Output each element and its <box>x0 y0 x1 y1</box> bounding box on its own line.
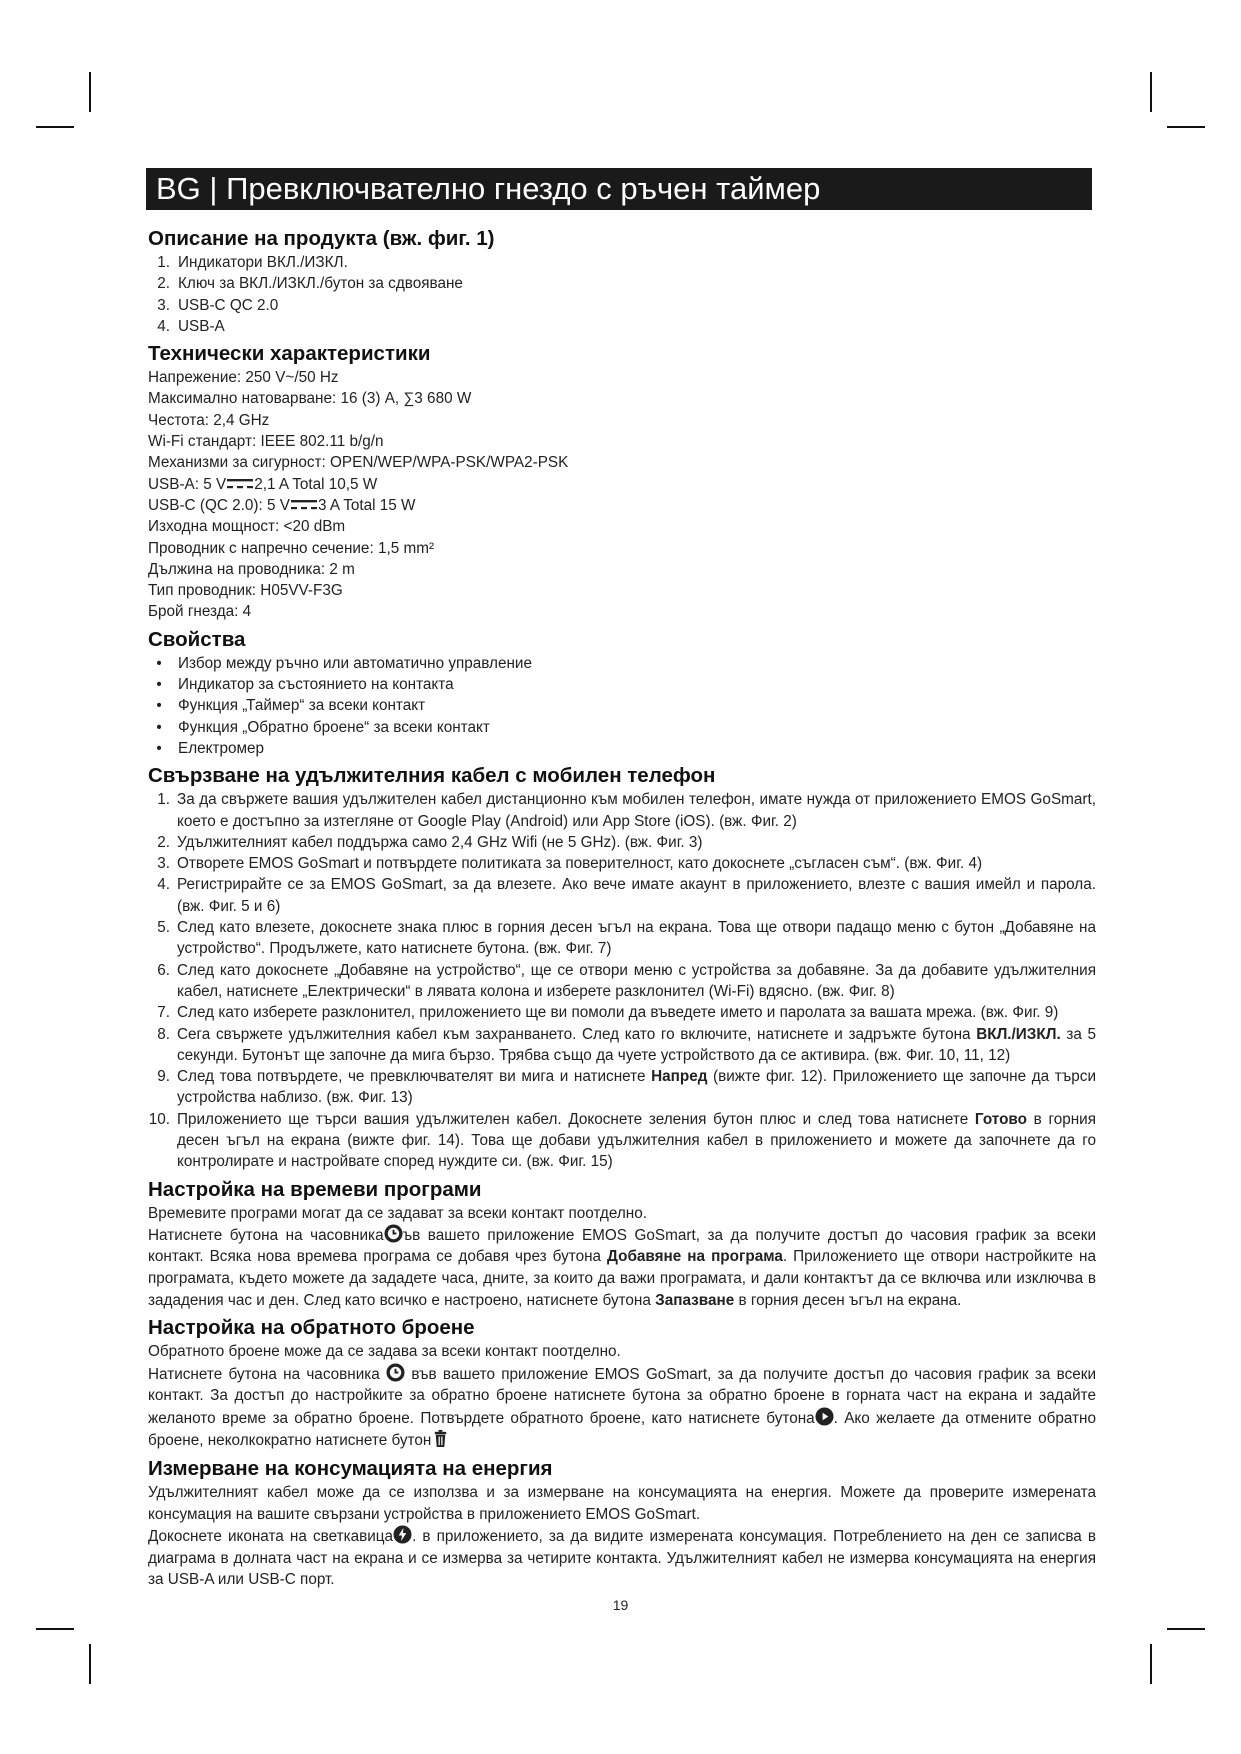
list-item: 8. Сега свържете удължителния кабел към захранването. След като го включите, натиснете и задръжте бутона ВКЛ./ИЗКЛ. за 5 секунди. Бутонът ще започне да мига бързо. Трябва също да чуете устройството да се активира. (вж. Фиг. 10, 11, 12) <box>157 1025 1096 1064</box>
crop-mark-bl-h <box>36 1628 74 1630</box>
spec-cable-length: Дължина на проводника: 2 m <box>148 560 355 578</box>
list-item: 1. За да свържете вашия удължителен кабел дистанционно към мобилен телефон, имате нужда от приложението EMOS GoSmart, което е достъпно за изтегляне от Google Play (Android) или App Store (iOS). (вж. Фиг. 2) <box>157 791 1096 830</box>
spec-usb-a: USB-A: 5 V 2,1 A Total 10,5 W <box>148 475 378 493</box>
section-heading-connect: Свързване на удължителния кабел с мобилен телефон <box>148 764 716 788</box>
list-item: 6. След като докоснете „Добавяне на устройство“, ще се отвори меню с устройства за добавяне. За да добавите удължителния кабел, натиснете „Електрически“ в лявата колона и изберете разклонител (Wi-Fi) вдясно. (вж. Фиг. 8) <box>157 961 1096 1000</box>
spec-output-power: Изходна мощност: <20 dBm <box>148 518 346 536</box>
description-list <box>148 252 1096 337</box>
crop-mark-bl-v <box>89 1644 91 1684</box>
section-heading-specs: Технически характеристики <box>148 342 431 366</box>
list-item: • Индикатор за състоянието на контакта <box>156 676 454 694</box>
timer-paragraph: Натиснете бутона на часовника ъв вашето приложение EMOS GoSmart, за да получите достъп до часовия график за всеки контакт. Всяка нова времева програма се добавя чрез бутона Добавяне на програма. Приложението ще отвори настройките на програмата, където можете да зададете часа, дните, за които да важи програмата, и дали контактът да се включва или изключва в зададения час и ден. След като всичко е настроено, натиснете бутона Запазване в горния десен ъгъл на екрана. <box>148 1224 1096 1311</box>
crop-mark-tl-v <box>89 72 91 112</box>
crop-mark-tl-h <box>36 126 74 128</box>
list-item: • Електромер <box>156 739 265 757</box>
list-item: • Функция „Таймер“ за всеки контакт <box>156 697 426 715</box>
energy-paragraph-1: Удължителният кабел може да се използва и за измерване на консумацията на енергия. Можете да проверите измерената консумация на вашите свързани устройства в приложението EMOS GoSmart. <box>148 1483 1096 1523</box>
crop-mark-tr-h <box>1167 126 1205 128</box>
list-item: 4. USB-A <box>157 317 225 335</box>
list-item: 5. След като влезете, докоснете знака плюс в горния десен ъгъл на екрана. Това ще отвори падащо меню с бутон „Добавяне на устройство“. Продължете, като натиснете бутона. (вж. Фиг. 7) <box>157 919 1096 958</box>
countdown-paragraph: Натиснете бутона на часовника във вашето приложение EMOS GoSmart, за да получите достъп до часовия график за всеки контакт. За достъп до настройките за обратно броене натиснете бутона за обратно броене в горната част на екрана и задайте желаното време за обратно броене. Потвърдете обратното броене, като натиснете бутона . Ако желаете да отмените обратно броене, неколкократно натиснете бутон <box>148 1363 1096 1452</box>
spec-voltage: Напрежение: 250 V~/50 Hz <box>148 369 339 387</box>
page-number: 19 <box>612 1597 629 1613</box>
dc-symbol-icon <box>226 478 254 490</box>
countdown-intro: Обратното броене може да се задава за всеки контакт поотделно. <box>148 1343 621 1361</box>
timer-intro: Времевите програми могат да се задават за всеки контакт поотделно. <box>148 1204 647 1222</box>
list-item: 9. След това потвърдете, че превключвателят ви мига и натиснете Напред (вижте фиг. 12). Приложението ще започне да търси устройства наблизо. (вж. Фиг. 13) <box>157 1068 1096 1107</box>
spec-max-load: Максимално натоварване: 16 (3) A, ∑3 680 W <box>148 390 472 408</box>
section-heading-countdown: Настройка на обратното броене <box>148 1316 475 1340</box>
list-item: 7. След като изберете разклонител, приложението ще ви помоли да въведете името и паролата за вашата мрежа. (вж. Фиг. 9) <box>157 1004 1059 1022</box>
connect-steps <box>148 789 1096 1172</box>
list-item: 3. USB-C QC 2.0 <box>157 296 279 314</box>
list-item: • Избор между ръчно или автоматично управление <box>156 654 532 672</box>
spec-security: Механизми за сигурност: OPEN/WEP/WPA-PSK/WPA2-PSK <box>148 454 569 472</box>
crop-mark-br-v <box>1150 1644 1152 1684</box>
energy-paragraph-2: Докоснете иконата на светкавица . в приложението, за да видите измерената консумация. Потреблението на ден се записва в диаграма в долната част на екрана и се измерва за четирите контакта. Удължителният кабел не измерва консумацията на енергия за USB-A или USB-C порт. <box>148 1525 1096 1591</box>
section-heading-features: Свойства <box>148 627 246 651</box>
lightning-icon <box>393 1525 412 1544</box>
features-list <box>148 653 1096 759</box>
spec-wifi: Wi-Fi стандарт: IEEE 802.11 b/g/n <box>148 433 384 451</box>
list-item: 2. Ключ за ВКЛ./ИЗКЛ./бутон за сдвояване <box>157 275 463 293</box>
list-item: 2. Удължителният кабел поддържа само 2,4 GHz Wifi (не 5 GHz). (вж. Фиг. 3) <box>157 833 703 851</box>
play-icon <box>815 1407 834 1426</box>
clock-icon <box>384 1224 403 1243</box>
spec-usb-c: USB-C (QC 2.0): 5 V 3 A Total 15 W <box>148 496 416 514</box>
dc-symbol-icon <box>290 499 318 511</box>
document-body <box>148 226 1096 1591</box>
section-heading-description: Описание на продукта (вж. фиг. 1) <box>148 227 495 250</box>
clock-icon <box>386 1363 405 1382</box>
section-heading-energy: Измерване на консумацията на енергия <box>148 1456 553 1480</box>
section-heading-timer: Настройка на времеви програми <box>148 1177 482 1201</box>
list-item: 10. Приложението ще търси вашия удължителен кабел. Докоснете зеления бутон плюс и след това натиснете Готово в горния десен ъгъл на екрана (вижте фиг. 14). Това ще добави удължителния кабел в приложението и можете да започнете да го контролирате и настройвате според нуждите си. (вж. Фиг. 15) <box>148 1110 1096 1171</box>
page-title: BG | Превключвателно гнездо с ръчен таймер <box>146 168 1092 210</box>
spec-sockets: Брой гнезда: 4 <box>148 603 252 621</box>
list-item: 3. Отворете EMOS GoSmart и потвърдете политиката за поверителност, като докоснете „съгласен съм“. (вж. Фиг. 4) <box>157 855 983 873</box>
list-item: 1. Индикатори ВКЛ./ИЗКЛ. <box>157 254 348 271</box>
list-item: • Функция „Обратно броене“ за всеки контакт <box>156 718 490 736</box>
crop-mark-tr-v <box>1150 72 1152 112</box>
crop-mark-br-h <box>1167 1628 1205 1630</box>
list-item: 4. Регистрирайте се за EMOS GoSmart, за да влезете. Ако вече имате акаунт в приложението, влезте с вашия имейл и парола. (вж. Фиг. 5 и 6) <box>157 876 1096 915</box>
spec-frequency: Честота: 2,4 GHz <box>148 411 270 429</box>
trash-icon <box>431 1429 450 1448</box>
spec-cable-type: Тип проводник: H05VV-F3G <box>148 582 343 600</box>
spec-cross-section: Проводник с напречно сечение: 1,5 mm² <box>148 539 435 557</box>
